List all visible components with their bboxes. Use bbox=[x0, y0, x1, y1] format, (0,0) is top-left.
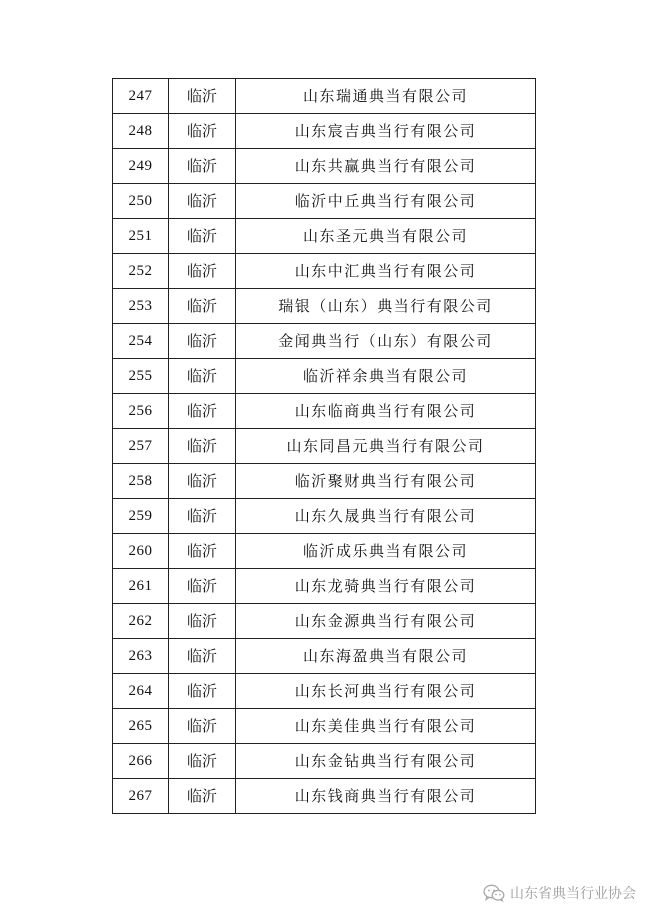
row-company-name: 临沂成乐典当有限公司 bbox=[236, 534, 536, 569]
watermark-text: 山东省典当行业协会 bbox=[510, 886, 636, 902]
row-company-name: 山东金钻典当行有限公司 bbox=[236, 744, 536, 779]
row-city: 临沂 bbox=[169, 779, 236, 814]
row-city: 临沂 bbox=[169, 674, 236, 709]
row-number: 265 bbox=[113, 709, 169, 744]
row-company-name: 山东海盈典当有限公司 bbox=[236, 639, 536, 674]
row-city: 临沂 bbox=[169, 639, 236, 674]
table-row bbox=[113, 709, 536, 744]
table-row bbox=[113, 114, 536, 149]
row-number: 266 bbox=[113, 744, 169, 779]
table-row bbox=[113, 394, 536, 429]
table-row bbox=[113, 79, 536, 114]
table-row bbox=[113, 674, 536, 709]
row-number: 261 bbox=[113, 569, 169, 604]
row-company-name: 山东临商典当行有限公司 bbox=[236, 394, 536, 429]
row-city: 临沂 bbox=[169, 114, 236, 149]
row-city: 临沂 bbox=[169, 324, 236, 359]
table-row bbox=[113, 429, 536, 464]
table-body bbox=[113, 79, 536, 814]
row-company-name: 山东中汇典当行有限公司 bbox=[236, 254, 536, 289]
row-company-name: 山东宸吉典当行有限公司 bbox=[236, 114, 536, 149]
table-row bbox=[113, 464, 536, 499]
wechat-icon bbox=[483, 884, 505, 902]
row-city: 临沂 bbox=[169, 604, 236, 639]
table-row bbox=[113, 499, 536, 534]
table-row bbox=[113, 289, 536, 324]
row-company-name: 山东共赢典当行有限公司 bbox=[236, 149, 536, 184]
row-city: 临沂 bbox=[169, 499, 236, 534]
table-row bbox=[113, 639, 536, 674]
row-city: 临沂 bbox=[169, 79, 236, 114]
row-city: 临沂 bbox=[169, 709, 236, 744]
row-company-name: 山东龙骑典当行有限公司 bbox=[236, 569, 536, 604]
table-row bbox=[113, 359, 536, 394]
row-company-name: 山东金源典当行有限公司 bbox=[236, 604, 536, 639]
row-city: 临沂 bbox=[169, 534, 236, 569]
row-company-name: 山东同昌元典当行有限公司 bbox=[236, 429, 536, 464]
row-number: 258 bbox=[113, 464, 169, 499]
row-company-name: 山东美佳典当行有限公司 bbox=[236, 709, 536, 744]
row-company-name: 金闻典当行（山东）有限公司 bbox=[236, 324, 536, 359]
row-number: 263 bbox=[113, 639, 169, 674]
row-number: 267 bbox=[113, 779, 169, 814]
row-number: 257 bbox=[113, 429, 169, 464]
row-number: 251 bbox=[113, 219, 169, 254]
row-company-name: 临沂聚财典当行有限公司 bbox=[236, 464, 536, 499]
row-number: 262 bbox=[113, 604, 169, 639]
row-city: 临沂 bbox=[169, 569, 236, 604]
row-number: 260 bbox=[113, 534, 169, 569]
watermark bbox=[483, 883, 636, 903]
row-company-name: 临沂中丘典当行有限公司 bbox=[236, 184, 536, 219]
row-number: 264 bbox=[113, 674, 169, 709]
row-company-name: 山东长河典当行有限公司 bbox=[236, 674, 536, 709]
table-row bbox=[113, 744, 536, 779]
pawnshop-list-table bbox=[112, 78, 536, 814]
row-city: 临沂 bbox=[169, 289, 236, 324]
row-number: 250 bbox=[113, 184, 169, 219]
row-city: 临沂 bbox=[169, 184, 236, 219]
table-row bbox=[113, 149, 536, 184]
row-city: 临沂 bbox=[169, 744, 236, 779]
row-number: 254 bbox=[113, 324, 169, 359]
table-row bbox=[113, 779, 536, 814]
table-row bbox=[113, 604, 536, 639]
table-row bbox=[113, 219, 536, 254]
row-city: 临沂 bbox=[169, 464, 236, 499]
row-number: 256 bbox=[113, 394, 169, 429]
row-city: 临沂 bbox=[169, 429, 236, 464]
row-city: 临沂 bbox=[169, 359, 236, 394]
row-company-name: 山东圣元典当有限公司 bbox=[236, 219, 536, 254]
row-company-name: 山东久晟典当行有限公司 bbox=[236, 499, 536, 534]
row-city: 临沂 bbox=[169, 394, 236, 429]
row-city: 临沂 bbox=[169, 149, 236, 184]
table-row bbox=[113, 324, 536, 359]
row-number: 249 bbox=[113, 149, 169, 184]
row-company-name: 临沂祥余典当有限公司 bbox=[236, 359, 536, 394]
row-company-name: 瑞银（山东）典当行有限公司 bbox=[236, 289, 536, 324]
row-company-name: 山东瑞通典当有限公司 bbox=[236, 79, 536, 114]
row-number: 259 bbox=[113, 499, 169, 534]
row-number: 255 bbox=[113, 359, 169, 394]
row-city: 临沂 bbox=[169, 254, 236, 289]
row-number: 248 bbox=[113, 114, 169, 149]
row-city: 临沂 bbox=[169, 219, 236, 254]
row-company-name: 山东钱商典当行有限公司 bbox=[236, 779, 536, 814]
row-number: 247 bbox=[113, 79, 169, 114]
table-row bbox=[113, 254, 536, 289]
table-row bbox=[113, 184, 536, 219]
row-number: 252 bbox=[113, 254, 169, 289]
table-row bbox=[113, 569, 536, 604]
row-number: 253 bbox=[113, 289, 169, 324]
table-row bbox=[113, 534, 536, 569]
